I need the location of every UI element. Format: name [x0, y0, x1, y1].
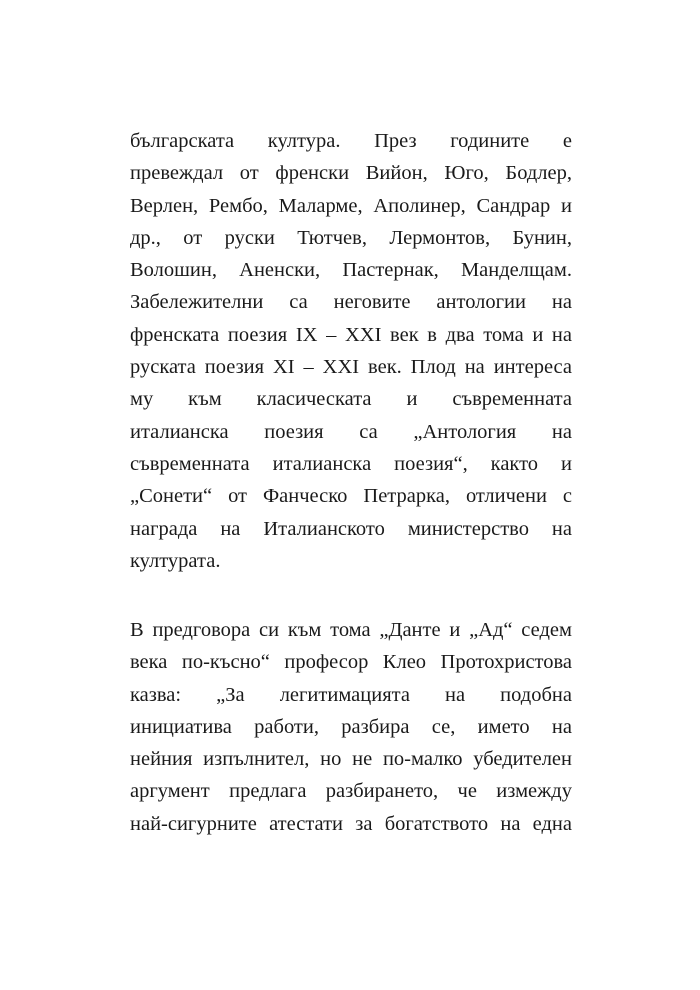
text-line: българската култура. През годините е — [130, 130, 572, 152]
text-line: В предговора си към тома „Данте и „Ад“ седем — [130, 619, 572, 641]
text-line: превеждал от френски Вийон, Юго, Бодлер, — [130, 162, 572, 185]
text-line: Забележителни са неговите антологии на — [130, 291, 572, 314]
text-line: инициатива работи, разбира се, името на — [130, 715, 572, 738]
text-line: съвременната италианска поезия“, както и — [130, 452, 572, 475]
paragraph-translator-bio — [130, 125, 572, 577]
paragraph-preface-quote — [130, 614, 572, 840]
text-line: казва: „За легитимацията на подобна — [130, 683, 572, 706]
text-line: века по-късно“ професор Клео Протохристова — [130, 651, 572, 674]
text-line: културата. — [130, 549, 221, 572]
text-line: френската поезия IX – XXI век в два тома и на — [130, 323, 572, 346]
text-line: Волошин, Аненски, Пастернак, Манделщам. — [130, 259, 572, 282]
text-line: италианска поезия са „Антология на — [130, 420, 572, 443]
text-line: му към класическата и съвременната — [130, 388, 572, 411]
text-line: руската поезия XI – XXI век. Плод на интереса — [130, 356, 572, 379]
text-line: нейния изпълнител, но не по-малко убедителен — [130, 748, 572, 771]
text-line: аргумент предлага разбирането, че измежду — [130, 780, 572, 803]
text-line: Верлен, Рембо, Маларме, Аполинер, Сандрар и — [130, 194, 572, 217]
text-line: награда на Италианското министерство на — [130, 517, 572, 540]
text-line: най-сигурните атестати за богатството на една — [130, 812, 572, 835]
text-line: др., от руски Тютчев, Лермонтов, Бунин, — [130, 226, 572, 249]
text-line: „Сонети“ от Фанческо Петрарка, отличени с — [130, 485, 572, 508]
